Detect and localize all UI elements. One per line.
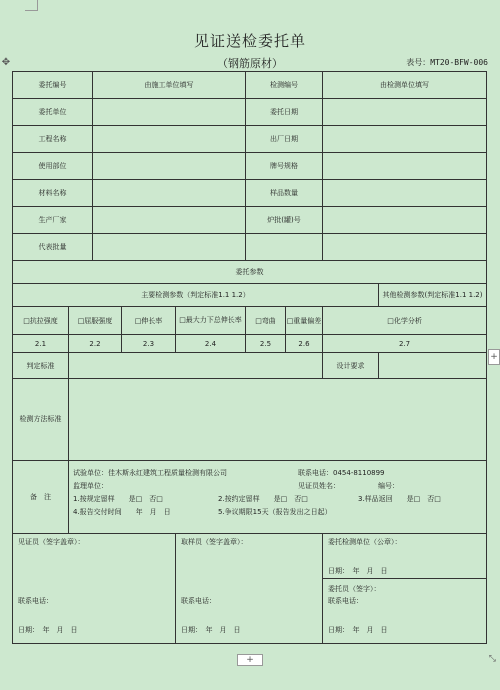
brand-spec-value[interactable] (323, 153, 487, 180)
test-no-value[interactable]: 由检测单位填写 (323, 72, 487, 99)
param-checkbox-elongation[interactable]: □伸长率 (122, 307, 176, 335)
sample-qty-label: 样品数量 (246, 180, 323, 207)
param-checkbox-total-elongation[interactable]: □最大力下总伸长率 (176, 307, 246, 335)
param-checkbox-weight-deviation[interactable]: □重量偏差 (286, 307, 323, 335)
supervision-unit-text: 监理单位： (73, 482, 108, 490)
sample-return-option[interactable]: 3.样品返回 是□ 否□ (358, 495, 441, 503)
entrustee-date-label: 日期： 年 月 日 (328, 626, 388, 634)
form-subtitle: （钢筋原材） (217, 57, 283, 70)
form-title: 见证送检委托单 (193, 32, 306, 50)
witness-signature-label: 见证员（签字盖章）： (18, 538, 85, 546)
entrust-form-table (12, 71, 487, 644)
manufacturer-label: 生产厂家 (13, 207, 93, 234)
add-row-button[interactable]: + (237, 654, 263, 666)
notes-label: 备 注 (13, 461, 69, 534)
witness-number-text: 编号： (378, 482, 399, 490)
dispute-period-text: 5.争议期限15天（报告发出之日起） (218, 508, 332, 516)
entrust-unit-label: 委托单位 (13, 99, 93, 126)
sampler-signature-label: 取样员（签字盖章）： (181, 538, 248, 546)
lab-unit-text: 试验单位：佳木斯永红建筑工程质量检测有限公司 (73, 469, 227, 477)
entrust-unit-value[interactable] (93, 99, 246, 126)
table-move-handle-icon[interactable]: ✥ (1, 57, 11, 68)
design-requirement-label: 设计要求 (323, 353, 379, 379)
entrust-no-value[interactable]: 由施工单位填写 (93, 72, 246, 99)
param-code: 2.7 (323, 335, 487, 353)
param-code: 2.4 (176, 335, 246, 353)
entrustee-phone-label: 联系电话： (328, 597, 363, 605)
project-name-value[interactable] (93, 126, 246, 153)
margin-corner-mark (37, 0, 38, 10)
factory-date-value[interactable] (323, 126, 487, 153)
witness-signature-cell[interactable] (13, 534, 176, 644)
test-no-label: 检测编号 (246, 72, 323, 99)
design-requirement-value[interactable] (379, 353, 487, 379)
cell-divider (323, 578, 486, 579)
batch-no-value[interactable] (323, 207, 487, 234)
sampler-date-label: 日期： 年 月 日 (181, 626, 241, 634)
param-checkbox-tensile[interactable]: □抗拉强度 (13, 307, 69, 335)
blank-cell[interactable] (246, 234, 323, 261)
param-code: 2.2 (69, 335, 122, 353)
judge-standard-label: 判定标准 (13, 353, 69, 379)
blank-cell[interactable] (323, 234, 487, 261)
report-delivery-text: 4.报告交付时间 年 月 日 (73, 508, 171, 516)
test-unit-signature-cell[interactable] (323, 534, 487, 644)
witness-date-label: 日期： 年 月 日 (18, 626, 78, 634)
sampler-phone-label: 联系电话： (181, 597, 216, 605)
project-name-label: 工程名称 (13, 126, 93, 153)
param-checkbox-chemical[interactable]: □化学分析 (323, 307, 487, 335)
param-checkbox-bending[interactable]: □弯曲 (246, 307, 286, 335)
entrustee-signature-label: 委托员（签字）： (328, 585, 381, 593)
other-params-label: 其他检测参数(判定标准1.1 1.2) (379, 284, 487, 307)
entrust-date-label: 委托日期 (246, 99, 323, 126)
params-header: 委托参数 (13, 261, 487, 284)
param-code: 2.6 (286, 335, 323, 353)
witness-phone-label: 联系电话： (18, 597, 53, 605)
test-unit-date-label: 日期： 年 月 日 (328, 567, 388, 575)
add-column-button[interactable]: + (488, 349, 500, 365)
manufacturer-value[interactable] (93, 207, 246, 234)
entrust-date-value[interactable] (323, 99, 487, 126)
param-code: 2.3 (122, 335, 176, 353)
material-name-value[interactable] (93, 180, 246, 207)
rep-batch-value[interactable] (93, 234, 246, 261)
main-params-label: 主要检测参数（判定标准1.1 1.2） (13, 284, 379, 307)
retain-sample-option[interactable]: 1.按规定留样 是□ 否□ (73, 495, 163, 503)
use-part-value[interactable] (93, 153, 246, 180)
factory-date-label: 出厂日期 (246, 126, 323, 153)
margin-corner-mark (25, 10, 38, 11)
param-code: 2.5 (246, 335, 286, 353)
method-standard-label: 检测方法标准 (13, 379, 69, 461)
judge-standard-value[interactable] (69, 353, 323, 379)
sampler-signature-cell[interactable] (176, 534, 323, 644)
param-code: 2.1 (13, 335, 69, 353)
method-standard-value[interactable] (69, 379, 487, 461)
entrust-no-label: 委托编号 (13, 72, 93, 99)
rep-batch-label: 代表批量 (13, 234, 93, 261)
witness-name-text: 见证员姓名： (298, 482, 340, 490)
test-unit-seal-label: 委托检测单位（公章）： (328, 538, 402, 546)
param-checkbox-yield[interactable]: □屈服强度 (69, 307, 122, 335)
batch-no-label: 炉批(罐)号 (246, 207, 323, 234)
form-number: 表号：MT20-BFW-006 (406, 58, 488, 67)
use-part-label: 使用部位 (13, 153, 93, 180)
notes-content (69, 461, 487, 534)
brand-spec-label: 牌号规格 (246, 153, 323, 180)
sample-qty-value[interactable] (323, 180, 487, 207)
agreed-sample-option[interactable]: 2.按约定留样 是□ 否□ (218, 495, 308, 503)
table-resize-icon[interactable]: ⤡ (488, 654, 496, 664)
lab-phone-text: 联系电话：0454-8110899 (298, 469, 385, 477)
material-name-label: 材料名称 (13, 180, 93, 207)
